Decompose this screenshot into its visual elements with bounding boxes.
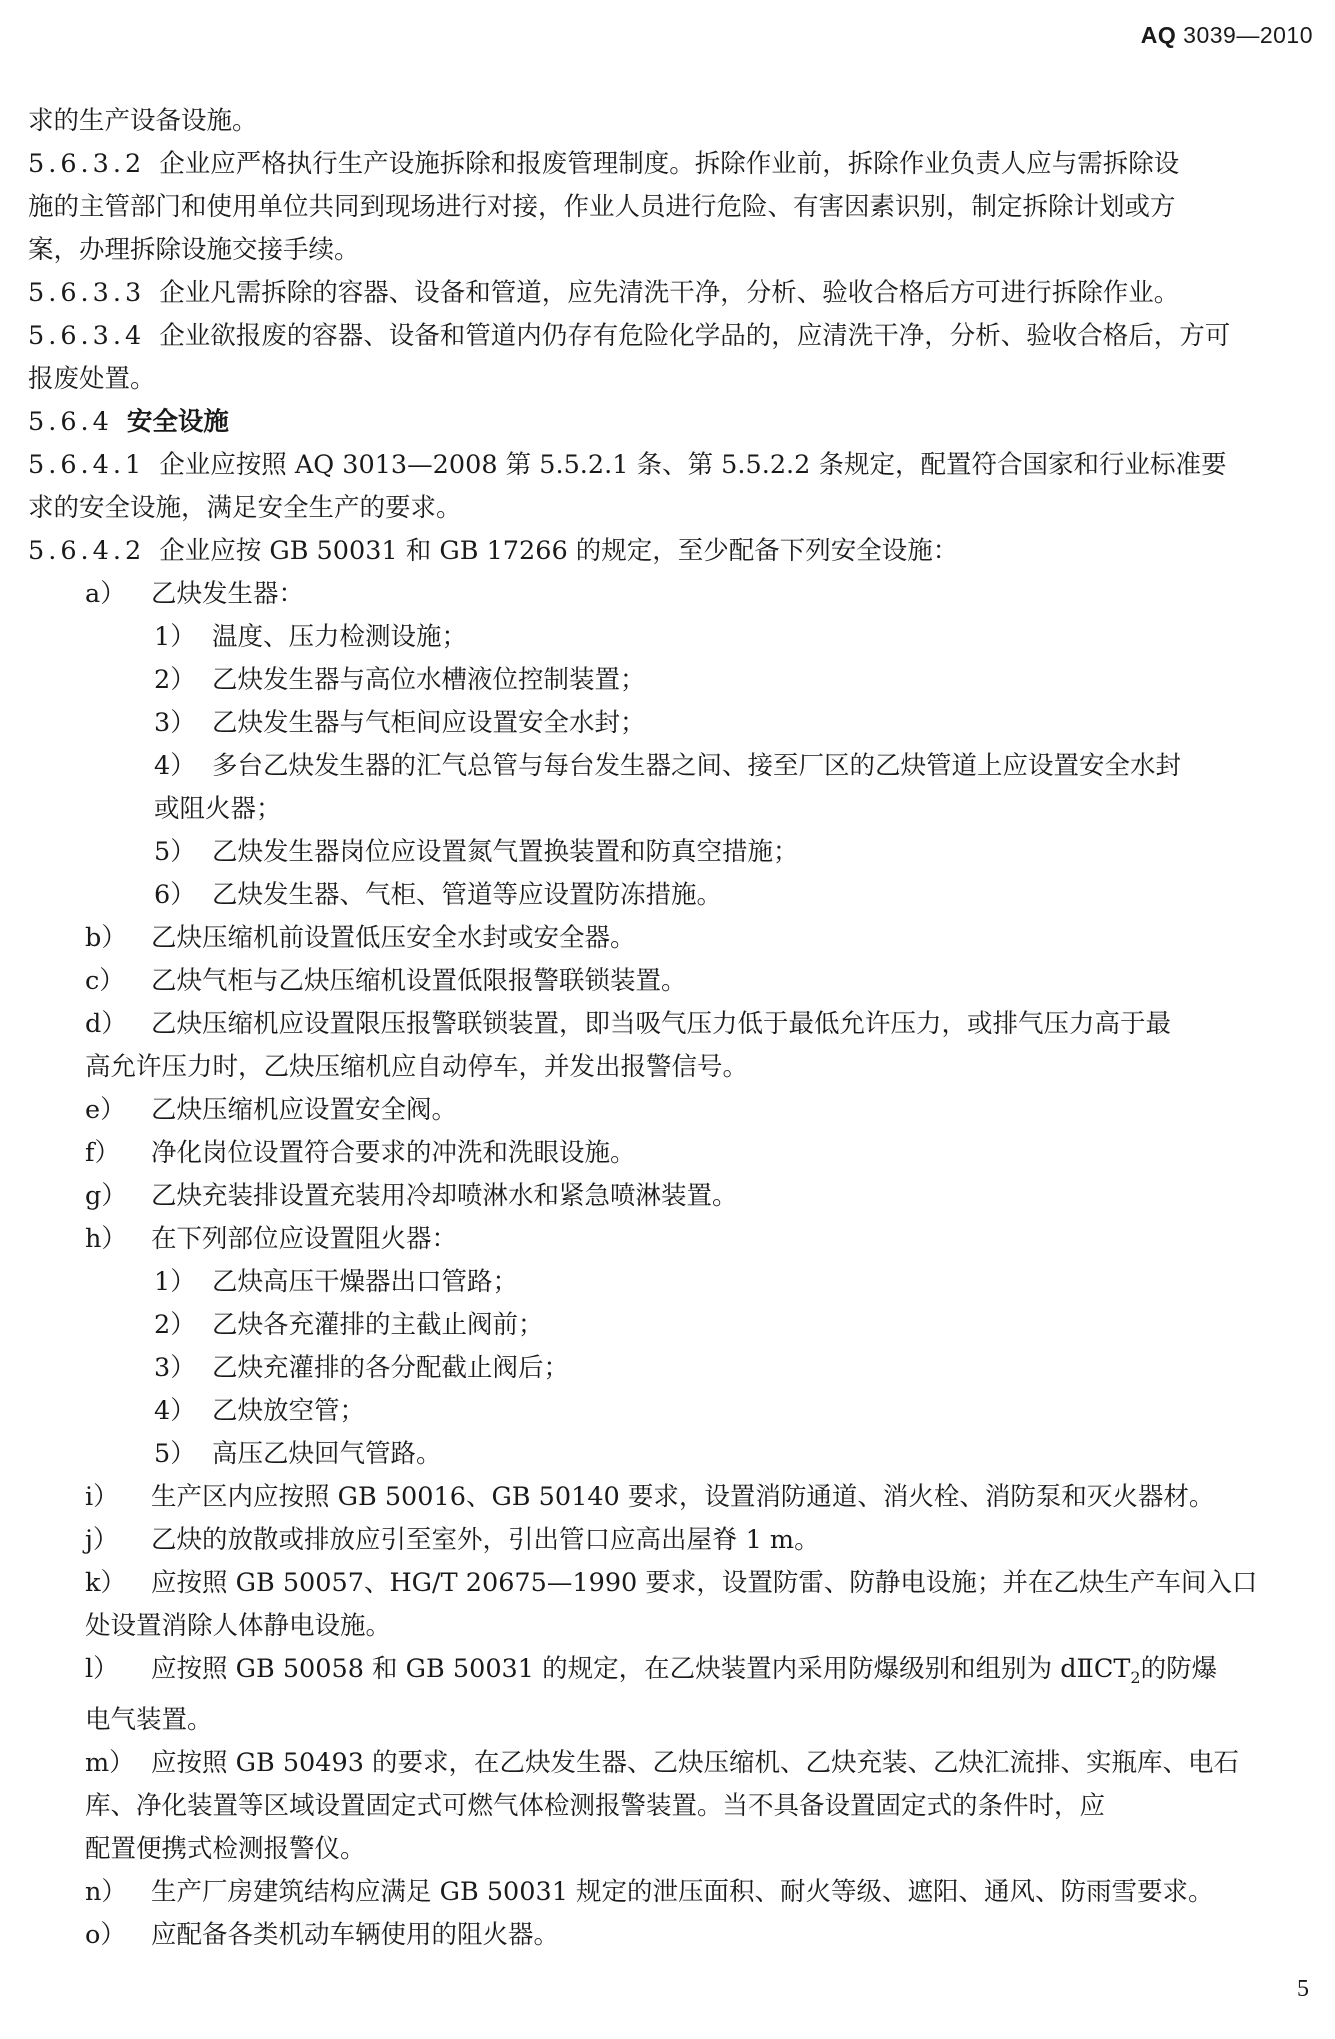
list-marker: 3） xyxy=(154,1353,196,1383)
clause-number: 5.6.4.1 xyxy=(28,450,146,480)
list-item-e: e） 乙炔压缩机应设置安全阀。 xyxy=(28,1089,1313,1132)
list-marker: 3） xyxy=(154,708,196,738)
list-item-o: o） 应配备各类机动车辆使用的阻火器。 xyxy=(28,1914,1313,1957)
list-marker: 2） xyxy=(154,1310,196,1340)
list-marker: f） xyxy=(85,1138,120,1168)
list-marker: g） xyxy=(85,1181,127,1211)
list-item-d: d） 乙炔压缩机应设置限压报警联锁装置，即当吸气压力低于最低允许压力，或排气压力高于最 xyxy=(28,1003,1313,1046)
sub-item-a5: 5） 乙炔发生器岗位应设置氮气置换装置和防真空措施； xyxy=(28,831,1313,874)
list-item-i: i） 生产区内应按照 GB 50016、GB 50140 要求，设置消防通道、消火栓、消防泵和灭火器材。 xyxy=(28,1476,1313,1519)
section-heading-564 xyxy=(28,401,1313,444)
clause-5634: 5.6.3.4 企业欲报废的容器、设备和管道内仍存有危险化学品的，应清洗干净，分析、验收合格后，方可 xyxy=(28,315,1313,358)
list-item-a: a） 乙炔发生器： xyxy=(28,573,1313,616)
list-marker: b） xyxy=(85,923,127,953)
clause-5633: 5.6.3.3 企业凡需拆除的容器、设备和管道，应先清洗干净，分析、验收合格后方可进行拆除作业。 xyxy=(28,272,1313,315)
clause-number: 5.6.3.4 xyxy=(28,321,146,351)
list-marker: 2） xyxy=(154,665,196,695)
list-item-m-continued: 库、净化装置等区域设置固定式可燃气体检测报警装置。当不具备设置固定式的条件时，应 xyxy=(85,1791,1106,1822)
sub-item-a4: 4） 多台乙炔发生器的汇气总管与每台发生器之间、接至厂区的乙炔管道上应设置安全水封 xyxy=(28,745,1313,788)
clause-5642: 5.6.4.2 企业应按 GB 50031 和 GB 17266 的规定，至少配备下列安全设施： xyxy=(28,530,1313,573)
sub-item-a4-continued: 或阻火器； xyxy=(154,794,282,824)
subscript: 2 xyxy=(1130,1668,1141,1688)
paragraph-line: 求的生产设备设施。 xyxy=(28,106,258,136)
sub-item-a3: 3） 乙炔发生器与气柜间应设置安全水封； xyxy=(28,702,1313,745)
list-item-h: h） 在下列部位应设置阻火器： xyxy=(28,1218,1313,1261)
list-item-n: n） 生产厂房建筑结构应满足 GB 50031 规定的泄压面积、耐火等级、遮阳、通风、防雨雪要求。 xyxy=(28,1871,1313,1914)
sub-item-a1: 1） 温度、压力检测设施； xyxy=(28,616,1313,659)
list-marker: n） xyxy=(85,1877,127,1908)
page-number: 5 xyxy=(1297,1976,1309,2002)
list-item-j: j） 乙炔的放散或排放应引至室外，引出管口应高出屋脊 1 m。 xyxy=(28,1519,1313,1562)
list-item-m-continued-2: 配置便携式检测报警仪。 xyxy=(85,1834,366,1865)
list-marker: a） xyxy=(85,579,126,609)
standard-number: 3039—2010 xyxy=(1183,22,1313,48)
list-item-g: g） 乙炔充装排设置充装用冷却喷淋水和紧急喷淋装置。 xyxy=(28,1175,1313,1218)
list-marker: 4） xyxy=(154,1396,196,1426)
list-marker: 1） xyxy=(154,1267,196,1297)
list-item-c: c） 乙炔气柜与乙炔压缩机设置低限报警联锁装置。 xyxy=(28,960,1313,1003)
list-item-k-continued: 处设置消除人体静电设施。 xyxy=(85,1611,392,1641)
document-body xyxy=(28,100,1313,1957)
clause-number: 5.6.4.2 xyxy=(28,536,146,566)
list-item-l-continued: 电气装置。 xyxy=(85,1705,213,1736)
list-marker: 1） xyxy=(154,622,196,652)
clause-number: 5.6.3.2 xyxy=(28,149,146,179)
sub-item-h1: 1） 乙炔高压干燥器出口管路； xyxy=(28,1261,1313,1304)
clause-5632: 5.6.3.2 企业应严格执行生产设施拆除和报废管理制度。拆除作业前，拆除作业负责人应与需拆除设 xyxy=(28,143,1313,186)
list-marker: o） xyxy=(85,1920,126,1951)
list-marker: c） xyxy=(85,966,125,996)
list-item-f: f） 净化岗位设置符合要求的冲洗和洗眼设施。 xyxy=(28,1132,1313,1175)
sub-item-h4: 4） 乙炔放空管； xyxy=(28,1390,1313,1433)
list-marker: 5） xyxy=(154,837,196,867)
clause-number: 5.6.3.3 xyxy=(28,278,146,308)
list-marker: e） xyxy=(85,1095,126,1125)
list-item-b: b） 乙炔压缩机前设置低压安全水封或安全器。 xyxy=(28,917,1313,960)
paragraph-line: 求的安全设施，满足安全生产的要求。 xyxy=(28,493,462,523)
sub-item-a2: 2） 乙炔发生器与高位水槽液位控制装置； xyxy=(28,659,1313,702)
paragraph-line: 报废处置。 xyxy=(28,364,156,394)
section-number: 5.6.4 xyxy=(28,407,113,437)
sub-item-h3: 3） 乙炔充灌排的各分配截止阀后； xyxy=(28,1347,1313,1390)
list-marker: d） xyxy=(85,1009,127,1039)
standard-header xyxy=(1141,22,1313,49)
list-marker: k） xyxy=(85,1568,126,1598)
list-marker: j） xyxy=(85,1525,119,1555)
list-marker: m） xyxy=(85,1748,135,1779)
sub-item-a6: 6） 乙炔发生器、气柜、管道等应设置防冻措施。 xyxy=(28,874,1313,917)
list-item-m: m） 应按照 GB 50493 的要求，在乙炔发生器、乙炔压缩机、乙炔充装、乙炔汇流排、实瓶库、电石 xyxy=(28,1742,1313,1785)
section-title: 安全设施 xyxy=(126,407,229,437)
list-marker: l） xyxy=(85,1654,119,1684)
list-item-k: k） 应按照 GB 50057、HG/T 20675—1990 要求，设置防雷、防静电设施；并在乙炔生产车间入口 xyxy=(28,1562,1313,1605)
list-marker: 6） xyxy=(154,880,196,910)
clause-5641: 5.6.4.1 企业应按照 AQ 3013—2008 第 5.5.2.1 条、第 5.5.2.2 条规定，配置符合国家和行业标准要 xyxy=(28,444,1313,487)
list-marker: i） xyxy=(85,1482,119,1512)
sub-item-h5: 5） 高压乙炔回气管路。 xyxy=(28,1433,1313,1476)
list-item-d-continued: 高允许压力时，乙炔压缩机应自动停车，并发出报警信号。 xyxy=(85,1052,749,1082)
paragraph-line: 案，办理拆除设施交接手续。 xyxy=(28,235,360,265)
list-item-l: l） 应按照 GB 50058 和 GB 50031 的规定，在乙炔装置内采用防爆级别和组别为 $dⅡCT_2$的防爆 xyxy=(28,1648,1313,1699)
list-marker: h） xyxy=(85,1224,127,1254)
list-marker: 4） xyxy=(154,751,196,781)
sub-item-h2: 2） 乙炔各充灌排的主截止阀前； xyxy=(28,1304,1313,1347)
list-marker: 5） xyxy=(154,1439,196,1469)
standard-prefix: AQ xyxy=(1140,22,1177,48)
paragraph-line: 施的主管部门和使用单位共同到现场进行对接，作业人员进行危险、有害因素识别，制定拆除计划或方 xyxy=(28,192,1176,222)
